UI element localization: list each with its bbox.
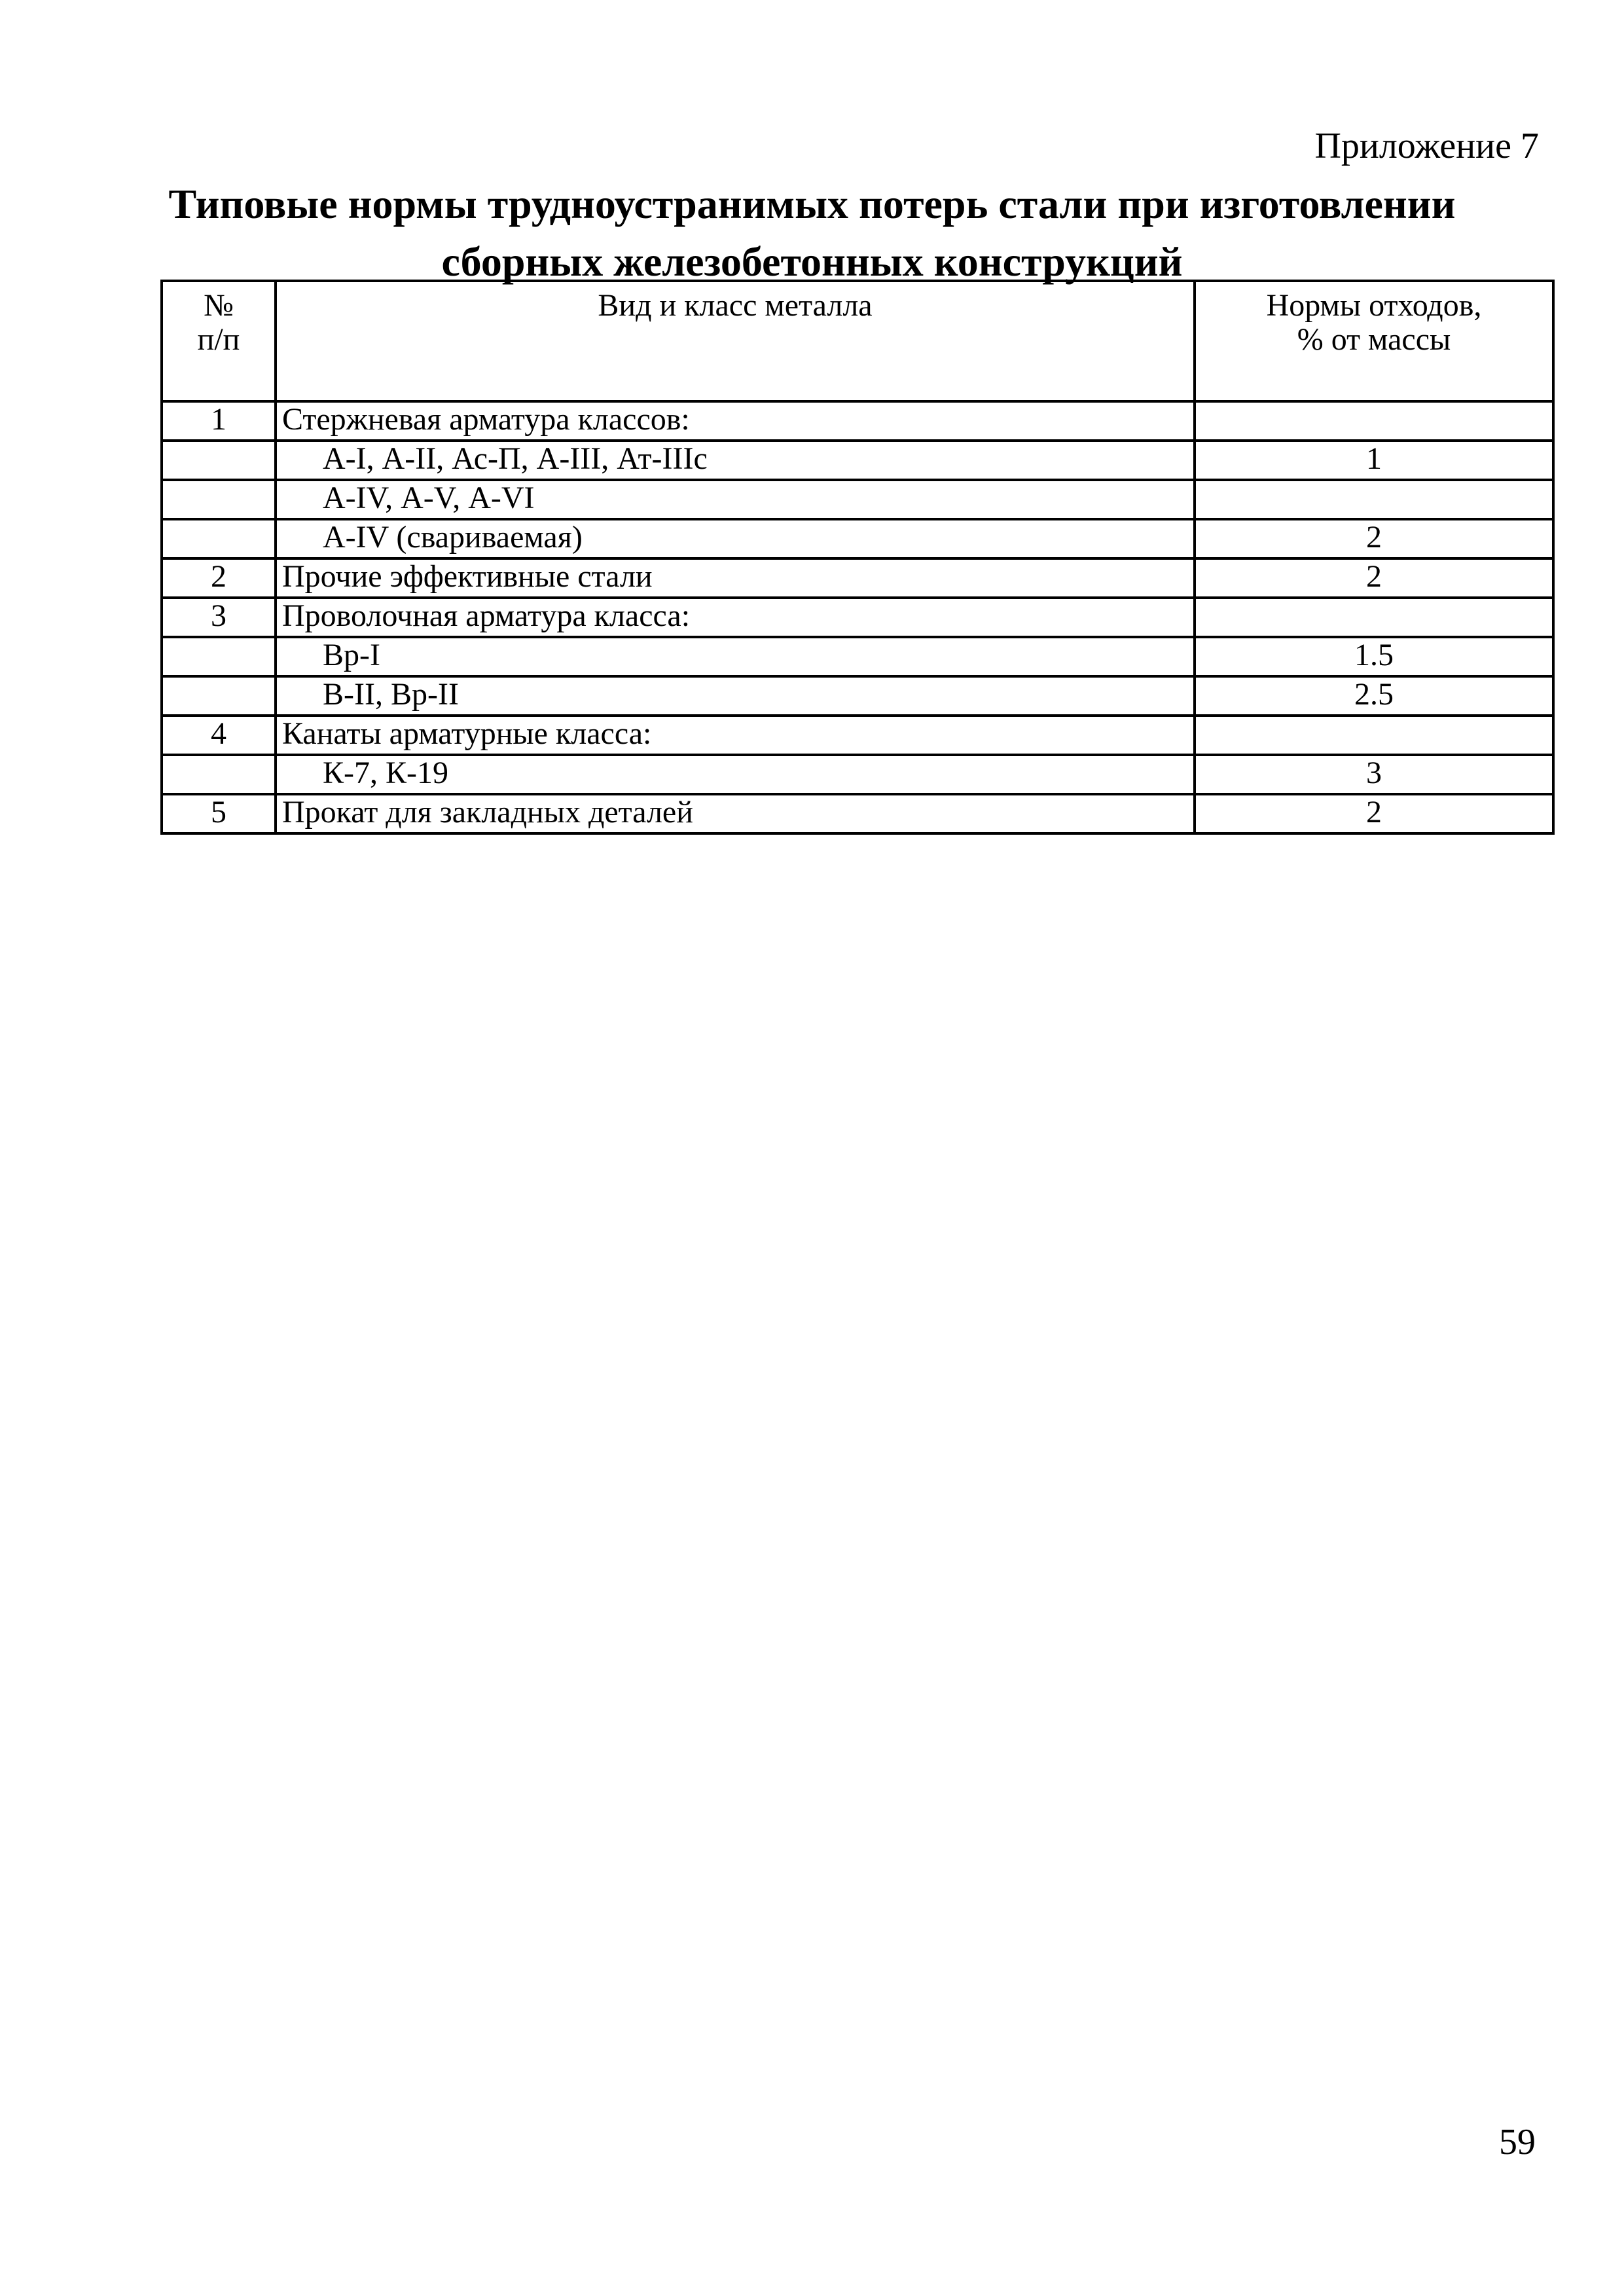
row-name: Прокат для закладных деталей [276,794,1195,833]
table-row [162,598,1553,637]
norms-table [160,280,1555,835]
row-value [1195,480,1553,519]
table-row [162,480,1553,519]
table-row [162,637,1553,676]
title-line-2: сборных железобетонных конструкций [441,238,1183,285]
table-row [162,676,1553,716]
title-line-1: Типовые нормы трудноустранимых потерь стали при изготовлении [168,181,1456,227]
row-value: 3 [1195,755,1553,794]
row-value: 1 [1195,441,1553,480]
row-name: Проволочная арматура класса: [276,598,1195,637]
row-number: 5 [162,794,276,833]
row-number: 1 [162,401,276,441]
table-row [162,401,1553,441]
row-value: 2 [1195,519,1553,558]
row-number [162,480,276,519]
table-row [162,716,1553,755]
row-value: 2.5 [1195,676,1553,716]
row-number [162,676,276,716]
appendix-label: Приложение 7 [1314,126,1539,166]
header-norms: Нормы отходов, % от массы [1195,281,1553,401]
page-number: 59 [1499,2122,1536,2162]
header-metal-type: Вид и класс металла [276,281,1195,401]
table-row [162,755,1553,794]
table-row [162,558,1553,598]
header-number: № п/п [162,281,276,401]
row-value [1195,598,1553,637]
row-name: К-7, К-19 [276,755,1195,794]
row-number [162,637,276,676]
table-row [162,441,1553,480]
row-number: 2 [162,558,276,598]
table-row [162,794,1553,833]
row-number [162,519,276,558]
row-value: 2 [1195,794,1553,833]
row-name: А-IV (свариваемая) [276,519,1195,558]
row-name: Вр-I [276,637,1195,676]
row-name: А-I, А-II, Ас-П, А-III, Ат-IIIc [276,441,1195,480]
row-value: 1.5 [1195,637,1553,676]
row-name: Прочие эффективные стали [276,558,1195,598]
row-name: В-II, Вр-II [276,676,1195,716]
row-number [162,441,276,480]
row-value [1195,716,1553,755]
row-name: Стержневая арматура классов: [276,401,1195,441]
table-row [162,519,1553,558]
row-value [1195,401,1553,441]
row-number: 3 [162,598,276,637]
row-name: Канаты арматурные класса: [276,716,1195,755]
row-number: 4 [162,716,276,755]
page-title [0,175,1624,291]
row-value: 2 [1195,558,1553,598]
row-number [162,755,276,794]
table-header-row [162,281,1553,401]
row-name: А-IV, А-V, А-VI [276,480,1195,519]
